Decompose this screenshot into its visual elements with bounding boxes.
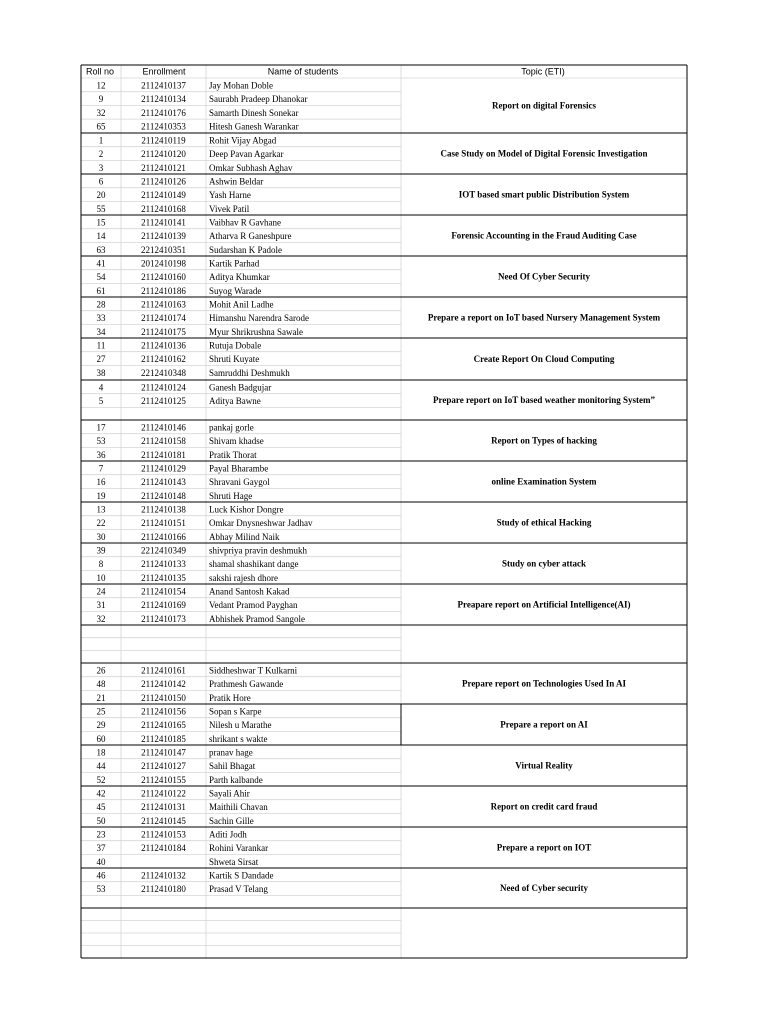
- topic-group: [97, 665, 627, 702]
- cell-student-name: Aditi Jodh: [209, 829, 247, 840]
- cell-enrollment: 2112410175: [141, 326, 186, 337]
- cell-student-name: Hitesh Ganesh Warankar: [209, 121, 299, 132]
- cell-enrollment: 2112410126: [141, 176, 186, 187]
- cell-enrollment: 2112410166: [141, 531, 186, 542]
- cell-roll-no: 40: [96, 856, 106, 867]
- table-row: [97, 816, 254, 826]
- cell-enrollment: 2112410131: [141, 802, 186, 813]
- cell-topic: Report on Types of hacking: [491, 435, 597, 446]
- cell-roll-no: 19: [96, 490, 106, 501]
- cell-topic: Preapare report on Artificial Intelligence(AI): [457, 599, 631, 610]
- cell-roll-no: 8: [98, 559, 104, 570]
- topic-group: [97, 586, 631, 623]
- cell-enrollment: 2212410348: [141, 367, 186, 378]
- table-row: [97, 436, 264, 446]
- topic-group: [97, 217, 637, 254]
- cell-enrollment: 2112410136: [141, 340, 186, 351]
- cell-roll-no: 55: [96, 203, 106, 214]
- cell-roll-no: 46: [96, 870, 106, 881]
- cell-student-name: Myur Shrikrushna Sawale: [209, 326, 303, 337]
- cell-student-name: Ashwin Beldar: [209, 176, 264, 187]
- table-row: [97, 532, 280, 542]
- cell-student-name: Jay Mohan Doble: [209, 80, 273, 91]
- table-row: [97, 80, 274, 90]
- cell-topic: Prepare a report on IoT based Nursery Management System: [427, 312, 661, 323]
- topic-group: [97, 176, 630, 213]
- table-row: [97, 190, 251, 200]
- cell-enrollment: 2112410184: [141, 843, 186, 854]
- cell-roll-no: 12: [96, 80, 106, 91]
- cell-enrollment: 2112410141: [141, 217, 186, 228]
- table-row: [97, 422, 254, 432]
- cell-roll-no: 5: [98, 396, 104, 407]
- cell-enrollment: 2112410120: [141, 149, 186, 160]
- cell-student-name: shivpriya pravin deshmukh: [209, 545, 307, 556]
- table-row: [97, 368, 291, 378]
- cell-roll-no: 18: [96, 747, 106, 758]
- cell-enrollment: 2212410349: [141, 545, 186, 556]
- cell-enrollment: 2112410150: [141, 692, 186, 703]
- cell-enrollment: 2112410168: [141, 203, 186, 214]
- cell-student-name: Rohit Vijay Abgad: [209, 135, 277, 146]
- cell-enrollment: 2112410174: [141, 313, 186, 324]
- topic-group: [99, 135, 648, 172]
- cell-roll-no: 38: [96, 367, 106, 378]
- cell-enrollment: 2112410125: [141, 396, 186, 407]
- cell-student-name: Prathmesh Gawande: [209, 679, 284, 690]
- cell-roll-no: 17: [96, 422, 106, 433]
- cell-topic: Prepare report on Technologies Used In AI: [461, 678, 627, 689]
- cell-enrollment: 2212410351: [141, 244, 186, 255]
- cell-enrollment: 2112410142: [141, 679, 186, 690]
- topic-group: [97, 545, 587, 582]
- cell-enrollment: 2112410161: [141, 665, 186, 676]
- cell-topic: Forensic Accounting in the Fraud Auditing Case: [451, 230, 637, 241]
- topic-group: [97, 829, 592, 866]
- cell-enrollment: 2112410180: [141, 884, 186, 895]
- cell-topic: Prepare a report on AI: [500, 719, 588, 730]
- cell-student-name: Pratik Hore: [209, 692, 251, 703]
- cell-student-name: Sachin Gille: [209, 815, 254, 826]
- cell-enrollment: 2112410186: [141, 285, 186, 296]
- cell-roll-no: 9: [98, 94, 104, 105]
- topic-group: [97, 788, 598, 825]
- table-row: [97, 802, 269, 812]
- cell-roll-no: 24: [96, 586, 106, 597]
- topic-group: [97, 422, 598, 459]
- topic-group: [97, 299, 661, 336]
- table-row: [97, 272, 270, 282]
- cell-student-name: Shruti Kuyate: [209, 354, 260, 365]
- cell-student-name: Aditya Bawne: [209, 396, 261, 407]
- cell-student-name: Samruddhi Deshmukh: [209, 367, 290, 378]
- cell-topic: Study on cyber attack: [501, 558, 587, 569]
- table-row: [99, 463, 268, 473]
- cell-student-name: Vaibhav R Gavhane: [209, 217, 281, 228]
- cell-roll-no: 15: [96, 217, 106, 228]
- cell-student-name: Vedant Pramod Payghan: [209, 600, 298, 611]
- table-row: [97, 217, 281, 227]
- cell-student-name: Deep Pavan Agarkar: [209, 149, 284, 160]
- cell-enrollment: 2112410124: [141, 382, 186, 393]
- cell-student-name: Sudarshan K Padole: [209, 244, 282, 255]
- topic-group: [97, 706, 589, 743]
- table-header: [86, 67, 565, 77]
- cell-student-name: Abhay Milind Naik: [209, 531, 280, 542]
- cell-enrollment: 2112410149: [141, 190, 186, 201]
- topic-group: [97, 80, 597, 131]
- cell-student-name: Atharva R Ganeshpure: [209, 231, 292, 242]
- cell-enrollment: 2112410353: [141, 121, 186, 132]
- cell-topic: Create Report On Cloud Computing: [473, 354, 615, 364]
- cell-roll-no: 23: [96, 829, 106, 840]
- cell-student-name: Vivek Patil: [209, 203, 250, 214]
- table-row: [97, 491, 253, 501]
- cell-student-name: Saurabh Pradeep Dhanokar: [209, 94, 308, 105]
- cell-roll-no: 4: [98, 382, 104, 393]
- topic-group: [97, 340, 615, 377]
- table-row: [97, 788, 250, 798]
- cell-student-name: Kartik Parhad: [209, 258, 260, 269]
- cell-enrollment: 2112410155: [141, 774, 186, 785]
- cell-student-name: Shivam khadse: [209, 436, 264, 447]
- cell-student-name: pranav hage: [209, 747, 253, 758]
- topic-group: [97, 504, 592, 541]
- cell-enrollment: 2112410139: [141, 231, 186, 242]
- table-row: [97, 734, 268, 744]
- cell-enrollment: 2112410158: [141, 436, 186, 447]
- table-row: [99, 559, 299, 569]
- cell-student-name: Yash Harne: [209, 190, 251, 201]
- cell-roll-no: 26: [96, 665, 106, 676]
- table-row: [97, 573, 278, 583]
- cell-student-name: Sahil Bhagat: [209, 761, 256, 772]
- cell-roll-no: 53: [96, 436, 106, 447]
- cell-student-name: Shruti Hage: [209, 490, 253, 501]
- cell-roll-no: 39: [96, 545, 106, 556]
- cell-roll-no: 11: [96, 340, 106, 351]
- table-row: [97, 829, 248, 839]
- cell-enrollment: 2112410163: [141, 299, 186, 310]
- topic-group: [97, 870, 589, 894]
- cell-roll-no: 32: [96, 613, 106, 624]
- header-roll-no: Roll no: [85, 66, 115, 77]
- table-row: [97, 614, 306, 624]
- table-row: [97, 600, 298, 610]
- cell-enrollment: 2112410160: [141, 272, 186, 283]
- table-row: [97, 775, 263, 785]
- cell-student-name: Shweta Sirsat: [209, 856, 259, 867]
- table-row: [97, 761, 256, 771]
- cell-student-name: Nilesh u Marathe: [209, 720, 272, 731]
- cell-student-name: Shravani Gaygol: [209, 477, 270, 488]
- cell-roll-no: 65: [96, 121, 106, 132]
- cell-enrollment: 2112410129: [141, 463, 186, 474]
- cell-topic: Report on digital Forensics: [491, 100, 597, 111]
- table-row: [97, 720, 272, 730]
- cell-student-name: Kartik S Dandade: [209, 870, 274, 881]
- cell-student-name: Rutuja Dobale: [209, 340, 262, 351]
- cell-student-name: Omkar Subhash Aghav: [209, 162, 293, 173]
- cell-enrollment: 2112410121: [141, 162, 186, 173]
- topic-group: [99, 382, 656, 406]
- table-row: [97, 518, 313, 528]
- cell-enrollment: 2112410156: [141, 706, 186, 717]
- table-row: [97, 586, 290, 596]
- cell-roll-no: 30: [96, 531, 106, 542]
- cell-roll-no: 22: [96, 518, 106, 529]
- cell-roll-no: 53: [96, 884, 106, 895]
- cell-topic: Study of ethical Hacking: [496, 517, 592, 528]
- cell-student-name: Ganesh Badgujar: [209, 382, 272, 393]
- cell-enrollment: 2112410173: [141, 613, 186, 624]
- cell-student-name: Payal Bharambe: [209, 463, 269, 474]
- cell-enrollment: 2112410138: [141, 504, 186, 515]
- cell-roll-no: 41: [96, 258, 106, 269]
- table-row: [99, 382, 271, 392]
- cell-roll-no: 1: [98, 135, 104, 146]
- cell-topic: Prepare a report on IOT: [496, 842, 592, 853]
- cell-student-name: Mohit Anil Ladhe: [209, 299, 274, 310]
- table-row: [99, 94, 308, 104]
- cell-roll-no: 6: [98, 176, 104, 187]
- table-row: [99, 396, 261, 406]
- cell-student-name: Aditya Khumkar: [209, 272, 270, 283]
- cell-enrollment: 2112410165: [141, 720, 186, 731]
- cell-enrollment: 2112410137: [141, 80, 186, 91]
- table-row: [97, 843, 269, 853]
- cell-student-name: Siddheshwar T Kulkarni: [209, 665, 298, 676]
- cell-enrollment: 2112410132: [141, 870, 186, 881]
- cell-roll-no: 63: [96, 244, 106, 255]
- cell-roll-no: 20: [96, 190, 106, 201]
- cell-roll-no: 36: [96, 449, 106, 460]
- cell-student-name: Luck Kishor Dongre: [209, 504, 284, 515]
- cell-topic: Need of Cyber security: [499, 883, 589, 893]
- cell-enrollment: 2112410133: [141, 559, 186, 570]
- topic-group: [97, 463, 598, 500]
- table-row: [97, 747, 253, 757]
- cell-topic: Prepare report on IoT based weather monitoring System”: [433, 395, 655, 405]
- cell-enrollment: 2112410176: [141, 107, 186, 118]
- table-row: [97, 665, 298, 675]
- cell-student-name: Sayali Ahir: [209, 788, 250, 799]
- topic-group: [97, 747, 574, 784]
- table-row: [97, 884, 269, 894]
- cell-enrollment: 2112410148: [141, 490, 186, 501]
- cell-enrollment: 2112410162: [141, 354, 186, 365]
- cell-roll-no: 48: [96, 679, 106, 690]
- cell-enrollment: 2112410143: [141, 477, 186, 488]
- table-row: [97, 693, 251, 703]
- cell-roll-no: 25: [96, 706, 106, 717]
- cell-roll-no: 54: [96, 272, 106, 283]
- table-row: [97, 504, 284, 514]
- cell-enrollment: 2112410181: [141, 449, 186, 460]
- cell-student-name: Parth kalbande: [209, 774, 263, 785]
- table-row: [97, 477, 271, 487]
- cell-student-name: Omkar Dnysneshwar Jadhav: [209, 518, 313, 529]
- table-row: [99, 149, 284, 159]
- cell-enrollment: 2112410122: [141, 788, 186, 799]
- header-enrollment: Enrollment: [142, 66, 186, 77]
- table-row: [97, 299, 274, 309]
- cell-topic: Case Study on Model of Digital Forensic Investigation: [440, 148, 648, 159]
- cell-student-name: pankaj gorle: [209, 422, 254, 433]
- cell-student-name: shrikant s wakte: [209, 733, 268, 744]
- cell-topic: Virtual Reality: [515, 760, 573, 771]
- cell-student-name: sakshi rajesh dhore: [209, 572, 278, 583]
- topic-group: [97, 258, 591, 295]
- cell-roll-no: 34: [96, 326, 106, 337]
- table-row: [97, 313, 309, 323]
- cell-roll-no: 16: [96, 477, 106, 488]
- header-name-of-students: Name of students: [267, 66, 339, 77]
- cell-roll-no: 37: [96, 843, 106, 854]
- cell-roll-no: 61: [96, 285, 106, 296]
- cell-roll-no: 60: [96, 733, 106, 744]
- cell-enrollment: 2112410185: [141, 733, 186, 744]
- cell-enrollment: 2112410127: [141, 761, 186, 772]
- cell-student-name: Anand Santosh Kakad: [209, 586, 290, 597]
- cell-roll-no: 29: [96, 720, 106, 731]
- cell-roll-no: 2: [98, 149, 104, 160]
- cell-topic: IOT based smart public Distribution System: [458, 189, 630, 200]
- cell-enrollment: 2112410134: [141, 94, 186, 105]
- cell-enrollment: 2112410154: [141, 586, 186, 597]
- cell-roll-no: 50: [96, 815, 106, 826]
- header-topic: Topic (ETI): [521, 66, 565, 77]
- cell-topic: Report on credit card fraud: [490, 801, 598, 812]
- cell-roll-no: 44: [96, 761, 106, 772]
- cell-roll-no: 32: [96, 107, 106, 118]
- cell-topic: online Examination System: [491, 476, 597, 487]
- cell-roll-no: 13: [96, 504, 106, 515]
- cell-enrollment: 2012410198: [141, 258, 186, 269]
- cell-roll-no: 45: [96, 802, 106, 813]
- table-row: [97, 122, 299, 132]
- cell-student-name: Pratik Thorat: [209, 449, 257, 460]
- cell-student-name: Maithili Chavan: [209, 802, 268, 813]
- cell-roll-no: 31: [96, 600, 106, 611]
- cell-student-name: Suyog Warade: [209, 285, 262, 296]
- cell-roll-no: 33: [96, 313, 106, 324]
- cell-student-name: Himanshu Narendra Sarode: [209, 313, 309, 324]
- cell-roll-no: 7: [98, 463, 104, 474]
- cell-enrollment: 2112410135: [141, 572, 186, 583]
- table-row: [97, 245, 283, 255]
- table-row: [97, 108, 299, 118]
- cell-student-name: Samarth Dinesh Sonekar: [209, 107, 299, 118]
- cell-enrollment: 2112410145: [141, 815, 186, 826]
- table-row: [97, 231, 292, 241]
- cell-roll-no: 21: [96, 692, 106, 703]
- cell-student-name: Abhishek Pramod Sangole: [209, 613, 305, 624]
- table-row: [97, 450, 258, 460]
- cell-enrollment: 2112410146: [141, 422, 186, 433]
- table-row: [99, 163, 293, 173]
- cell-roll-no: 27: [96, 354, 106, 365]
- cell-enrollment: 2112410147: [141, 747, 186, 758]
- cell-enrollment: 2112410169: [141, 600, 186, 611]
- cell-roll-no: 10: [96, 572, 106, 583]
- cell-roll-no: 28: [96, 299, 106, 310]
- cell-enrollment: 2112410119: [141, 135, 186, 146]
- table-row: [97, 327, 304, 337]
- cell-student-name: Prasad V Telang: [209, 884, 268, 895]
- cell-roll-no: 3: [98, 162, 104, 173]
- table-row: [99, 135, 277, 145]
- table-row: [97, 870, 274, 880]
- cell-student-name: Sopan s Karpe: [209, 706, 262, 717]
- table-row: [99, 176, 264, 186]
- cell-enrollment: 2112410151: [141, 518, 186, 529]
- cell-student-name: Rohini Varankar: [209, 843, 269, 854]
- cell-roll-no: 42: [96, 788, 106, 799]
- table-row: [97, 204, 250, 214]
- cell-roll-no: 52: [96, 774, 106, 785]
- cell-roll-no: 14: [96, 231, 106, 242]
- cell-topic: Need Of Cyber Security: [497, 271, 591, 282]
- table-row: [97, 679, 284, 689]
- cell-student-name: shamal shashikant dange: [209, 559, 299, 570]
- cell-enrollment: 2112410153: [141, 829, 186, 840]
- table-row: [97, 545, 308, 555]
